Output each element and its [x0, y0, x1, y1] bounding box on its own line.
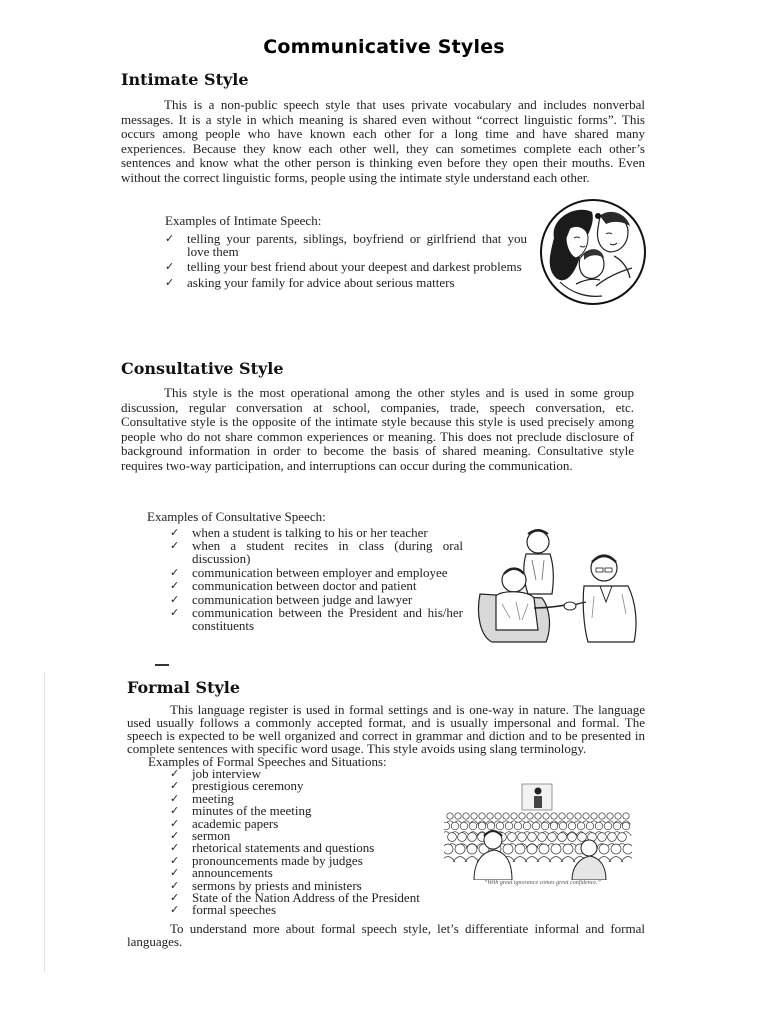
checkmark-icon: ✓ [170, 804, 180, 818]
family-embrace-illustration [536, 198, 650, 306]
formal-example-list [170, 768, 490, 917]
list-item: ✓ minutes of the meeting [170, 803, 312, 819]
list-item: ✓ sermons by priests and ministers [170, 877, 362, 893]
formal-closing: To understand more about formal speech style, let’s differentiate informal and formal languages. [127, 920, 645, 950]
checkmark-icon: ✓ [165, 275, 175, 289]
checkmark-icon: ✓ [165, 260, 175, 274]
list-item: ✓ communication between employer and employee [170, 564, 448, 580]
list-item: ✓ asking your family for advice about serious matters [165, 274, 455, 290]
checkmark-icon: ✓ [170, 816, 180, 830]
consultative-example-list [170, 526, 463, 633]
list-item: ✓ academic papers [170, 815, 279, 831]
consultative-examples-title: Examples of Consultative Speech: [147, 509, 326, 524]
checkmark-icon: ✓ [170, 606, 180, 620]
checkmark-icon: ✓ [170, 525, 180, 539]
intimate-examples [165, 214, 527, 289]
intimate-section [121, 70, 645, 186]
list-item: ✓ sermon [170, 828, 231, 844]
list-item: ✓ announcements [170, 865, 273, 881]
formal-paragraph: This language register is used in formal settings and is one-way in nature. The language used usually follows a commonly accepted format, and is usually impersonal and formal. The speech is expected to be well organized and correct in grammar and diction and to be presented in complete sentences with specific word usage. This style avoids using slang terminology. [127, 702, 645, 756]
intimate-paragraph: This is a non-public speech style that uses private vocabulary and includes nonverbal messages. It is a style in which meaning is shared even without “correct linguistic forms”. This occurs among people who have known each other for a long time and have shared many experiences. Because they know each other well, they can sometimes complete each other’s sentences and know what the other person is thinking even before they open their mouths. Even without the correct linguistic forms, people using the intimate style understand each other. [121, 97, 645, 185]
page-edge-line [44, 672, 45, 972]
list-item: ✓ when a student recites in class (during oral discussion) [170, 538, 463, 567]
checkmark-icon: ✓ [170, 791, 180, 805]
divider-mark [155, 664, 169, 666]
checkmark-icon: ✓ [170, 539, 180, 552]
list-item: ✓ prestigious ceremony [170, 778, 304, 794]
intimate-examples-title: Examples of Intimate Speech: [165, 213, 322, 228]
checkmark-icon: ✓ [165, 231, 175, 245]
list-item: ✓ State of the Nation Address of the President [170, 890, 420, 906]
list-item: ✓ telling your best friend about your deepest and darkest problems [165, 259, 522, 275]
illustration-caption: “With great ignorance comes great confidence.” [484, 880, 601, 886]
checkmark-icon: ✓ [170, 565, 180, 579]
checkmark-icon: ✓ [170, 592, 180, 606]
consultative-examples [147, 510, 463, 633]
checkmark-icon: ✓ [170, 579, 180, 593]
consultative-heading: Consultative Style [121, 359, 284, 378]
list-item: ✓ communication between the President and his/her constituents [170, 605, 463, 634]
checkmark-icon: ✓ [170, 866, 180, 880]
intimate-example-list [165, 232, 527, 290]
list-item: ✓ formal speeches [170, 902, 277, 918]
page-title: Communicative Styles [263, 36, 505, 58]
list-item: ✓ pronouncements made by judges [170, 852, 363, 868]
list-item: ✓ communication between judge and lawyer [170, 591, 413, 607]
audience-speaker-illustration [444, 782, 632, 880]
checkmark-icon: ✓ [170, 878, 180, 892]
checkmark-icon: ✓ [170, 779, 180, 793]
intimate-heading: Intimate Style [121, 70, 249, 89]
formal-heading: Formal Style [127, 678, 241, 697]
checkmark-icon: ✓ [170, 829, 180, 843]
doctor-patient-illustration [472, 524, 642, 646]
checkmark-icon: ✓ [170, 891, 180, 905]
checkmark-icon: ✓ [170, 853, 180, 867]
consultative-section [121, 359, 634, 474]
checkmark-icon: ✓ [170, 767, 180, 780]
list-item: ✓ job interview [170, 766, 261, 781]
list-item: ✓ when a student is talking to his or her teacher [170, 524, 428, 540]
checkmark-icon: ✓ [170, 903, 180, 917]
formal-examples-title: Examples of Formal Speeches and Situations: [148, 754, 387, 769]
list-item: ✓ communication between doctor and patient [170, 578, 417, 594]
consultative-paragraph: This style is the most operational among the other styles and is used in some group discussion, regular conversation at school, companies, trade, speech conversation, etc. Consultative style is the opposite of the intimate style because this style is used precisely among people who do not share common experiences or meaning. This does not preclude disclosure of background information in order to become the basis of shared meaning. Consultative style requires two-way participation, and interruptions can occur during the communication. [121, 385, 634, 473]
list-item: ✓ telling your parents, siblings, boyfriend or girlfriend that you love them [165, 230, 527, 259]
list-item: ✓ meeting [170, 790, 234, 806]
checkmark-icon: ✓ [170, 841, 180, 855]
list-item: ✓ rhetorical statements and questions [170, 840, 375, 856]
